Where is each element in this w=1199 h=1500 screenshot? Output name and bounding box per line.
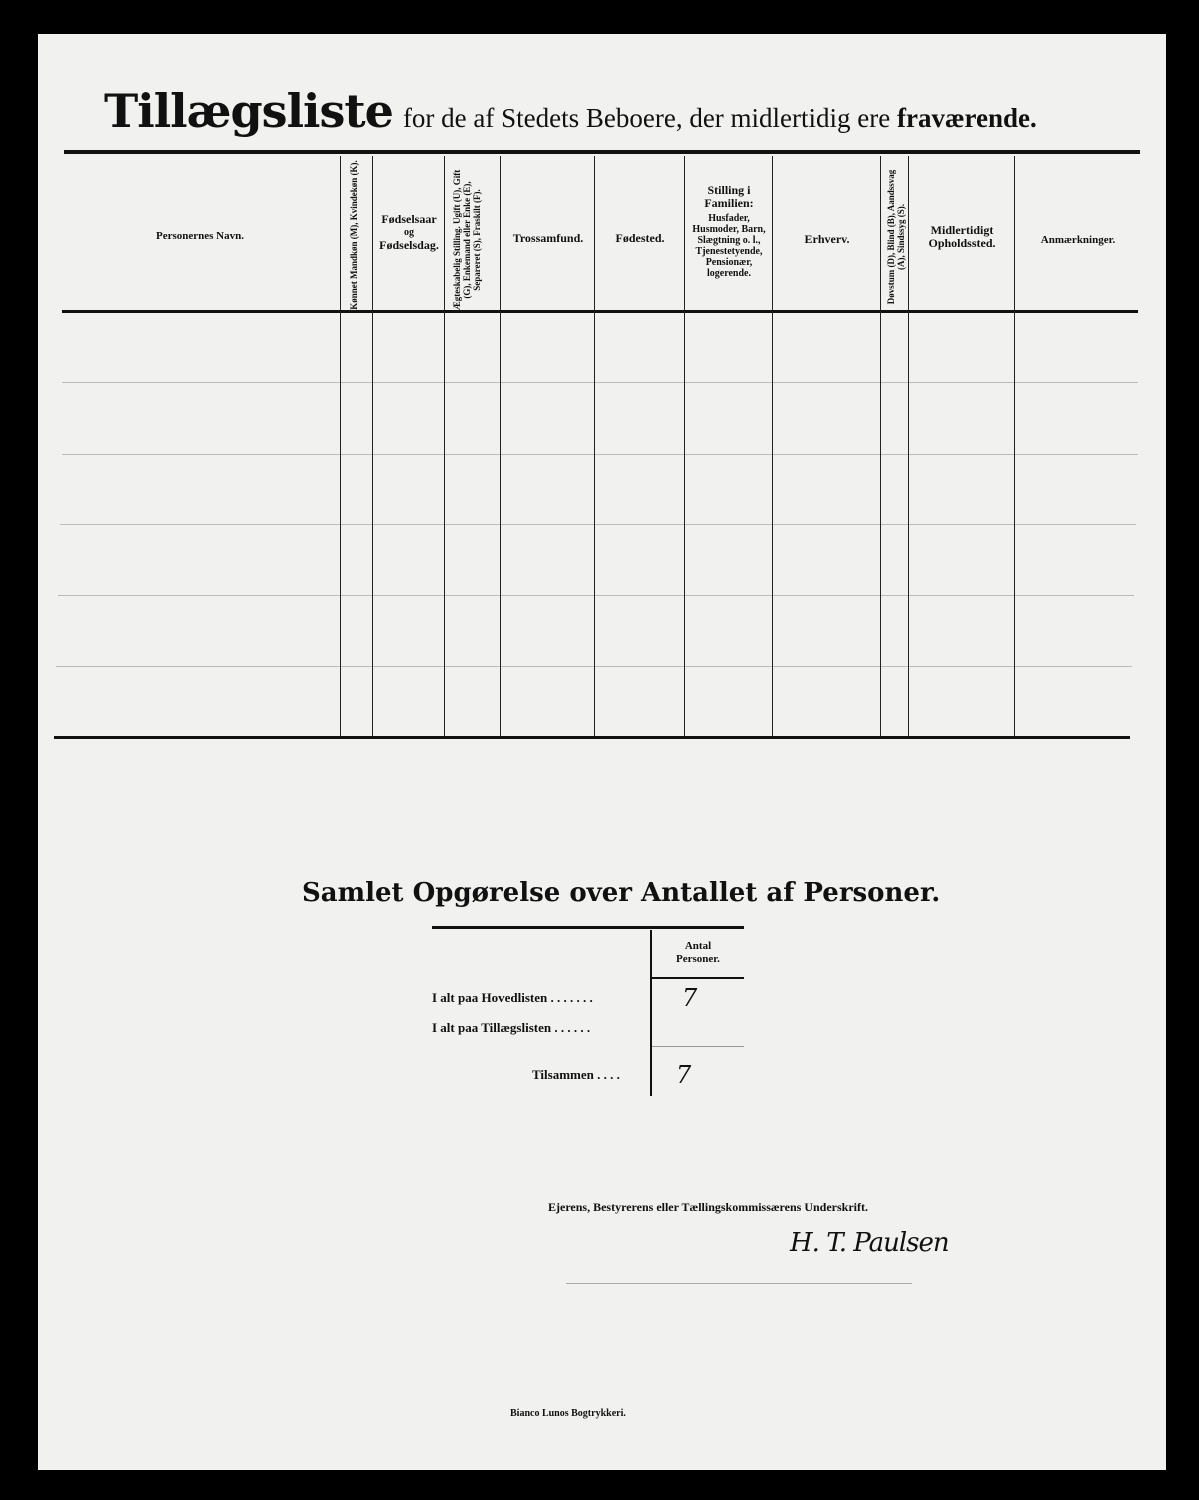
table-header-rule [62, 310, 1138, 313]
signature-name: H. T. Paulsen [790, 1228, 949, 1258]
col-line [684, 156, 685, 736]
col-header-anm: Anmærkninger. [1040, 234, 1116, 246]
col-line [372, 156, 373, 736]
summary-subtotal-rule [652, 1046, 744, 1047]
printer-imprint: Bianco Lunos Bogtrykkeri. [510, 1408, 626, 1419]
summary-header-rule [652, 977, 744, 979]
col-header-dov: Døvstum (D), Blind (B), Aandssvag (A), Sindssyg (S). [886, 169, 906, 305]
table-row-line [62, 454, 1138, 455]
table-row-line [58, 595, 1134, 596]
col-header-stilling: Stilling i Familien: Husfader, Husmoder, Barn, Slægtning o. l., Tjenestetyende, Pensionær, logerende. [692, 183, 766, 279]
col-header-navn: Personernes Navn. [156, 230, 244, 242]
summary-col-header: Antal Personer. [676, 940, 720, 965]
col-line [880, 156, 881, 736]
col-header-fode: Fødested. [615, 231, 665, 245]
col-header-midl: Midlertidigt Opholdssted. [928, 223, 996, 250]
table-row-line [60, 524, 1136, 525]
summary-value-tilsammen: 7 [676, 1061, 692, 1089]
table-top-rule [64, 150, 1140, 154]
col-line [340, 156, 341, 736]
col-line [1014, 156, 1015, 736]
col-header-kjon: Kønnet Mandkøn (M), Kvindekøn (K). [349, 160, 359, 310]
signature-caption: Ejerens, Bestyrerens eller Tællingskommissærens Underskrift. [548, 1200, 868, 1214]
table-bottom-rule [54, 736, 1130, 739]
col-header-fodsel: Fødselsaar og Fødselsdag. [379, 212, 439, 252]
summary-title: Samlet Opgørelse over Antallet af Personer. [302, 878, 941, 908]
summary-label-tillaegslisten: I alt paa Tillægslisten . . . . . . [432, 1020, 591, 1035]
table-row-line [62, 382, 1138, 383]
summary-label-hovedlisten: I alt paa Hovedlisten . . . . . . . [432, 990, 593, 1005]
col-line [444, 156, 445, 736]
summary-label-tilsammen: Tilsammen . . . . [532, 1067, 620, 1082]
col-header-aegt: Ægteskabelig Stilling. Ugift (U), Gift (G), Enkemand eller Enke (E), Separeret (S), Fraskilt (F). [452, 169, 482, 311]
col-header-tros: Trossamfund. [512, 231, 584, 245]
col-line [594, 156, 595, 736]
col-line [500, 156, 501, 736]
title-main: Tillægsliste [104, 84, 393, 138]
summary-value-hovedlisten: 7 [682, 984, 698, 1012]
form-title [104, 84, 1037, 138]
col-line [772, 156, 773, 736]
col-header-erhverv: Erhverv. [804, 232, 850, 246]
summary-top-rule [432, 926, 744, 929]
signature-line [566, 1283, 912, 1284]
title-rest: for de af Stedets Beboere, der midlertidig ere fraværende. [402, 103, 1037, 133]
